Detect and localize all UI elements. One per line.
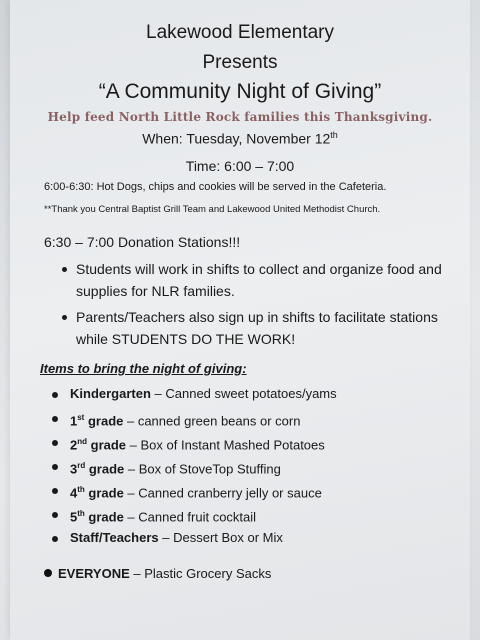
grade-name: 1 (70, 413, 78, 429)
grade-suffix: st (77, 413, 85, 422)
grade-name: 4 (70, 485, 78, 501)
grade-name: 2 (70, 437, 78, 453)
grade-suffix: rd (77, 461, 86, 470)
info-list (62, 306, 462, 350)
item-text: – Canned cranberry jelly or sauce (123, 485, 322, 501)
everyone-item (44, 566, 271, 581)
items-heading: Items to bring the night of giving: (40, 361, 247, 376)
item-text: – Dessert Box or Mix (158, 530, 283, 545)
event-date (0, 130, 480, 147)
grade-name: Kindergarten (70, 386, 151, 401)
event-time (0, 158, 480, 174)
list-item (52, 526, 337, 550)
grade-name: 3 (70, 461, 78, 477)
grade-word: grade (84, 413, 124, 429)
item-text: – canned green beans or corn (123, 413, 301, 429)
schedule-second-slot: 6:30 – 7:00 Donation Stations!!! (44, 234, 241, 250)
thanks-note: **Thank you Central Baptist Grill Team and Lakewood United Methodist Church. (44, 204, 381, 215)
list-item (52, 502, 337, 526)
grade-name: 5 (70, 509, 78, 525)
bullet-icon (44, 569, 52, 577)
school-name: Lakewood Elementary (146, 22, 334, 43)
grade-word: grade (84, 509, 124, 525)
list-item: Parents/Teachers also sign up in shifts to facilitate stations while STUDENTS DO THE WORK! (62, 306, 462, 350)
when-label: When: (142, 130, 183, 147)
when-suffix: th (330, 130, 338, 140)
grade-suffix: nd (77, 437, 88, 446)
item-text: – Box of Instant Mashed Potatoes (126, 437, 325, 453)
grade-suffix: th (77, 485, 85, 494)
info-list (62, 258, 462, 302)
when-text: Tuesday, November 12 (186, 130, 331, 147)
time-label: Time: (185, 158, 221, 174)
event-tagline: Help feed North Little Rock families this Thanksgiving. (47, 110, 433, 124)
schedule-first-slot: 6:00-6:30: Hot Dogs, chips and cookies will be served in the Cafeteria. (44, 181, 387, 193)
time-text: 6:00 – 7:00 (224, 158, 295, 174)
item-text: – Box of StoveTop Stuffing (124, 461, 281, 477)
list-item (52, 478, 337, 502)
event-title: “A Community Night of Giving” (98, 80, 382, 103)
item-text: – Canned fruit cocktail (123, 509, 257, 525)
everyone-label: EVERYONE (58, 566, 130, 581)
presents-label: Presents (202, 52, 278, 73)
item-text: – Canned sweet potatoes/yams (150, 386, 337, 401)
list-item (52, 430, 337, 454)
grade-suffix: th (77, 509, 85, 518)
everyone-text: – Plastic Grocery Sacks (129, 566, 272, 581)
list-item (52, 454, 337, 478)
list-item: Students will work in shifts to collect and organize food and supplies for NLR families. (62, 258, 462, 302)
grade-word: grade (85, 461, 125, 477)
items-list (52, 382, 337, 550)
list-item (52, 382, 337, 406)
grade-name: Staff/Teachers (70, 530, 159, 545)
grade-word: grade (84, 485, 124, 501)
list-item (52, 406, 337, 430)
grade-word: grade (87, 437, 127, 453)
